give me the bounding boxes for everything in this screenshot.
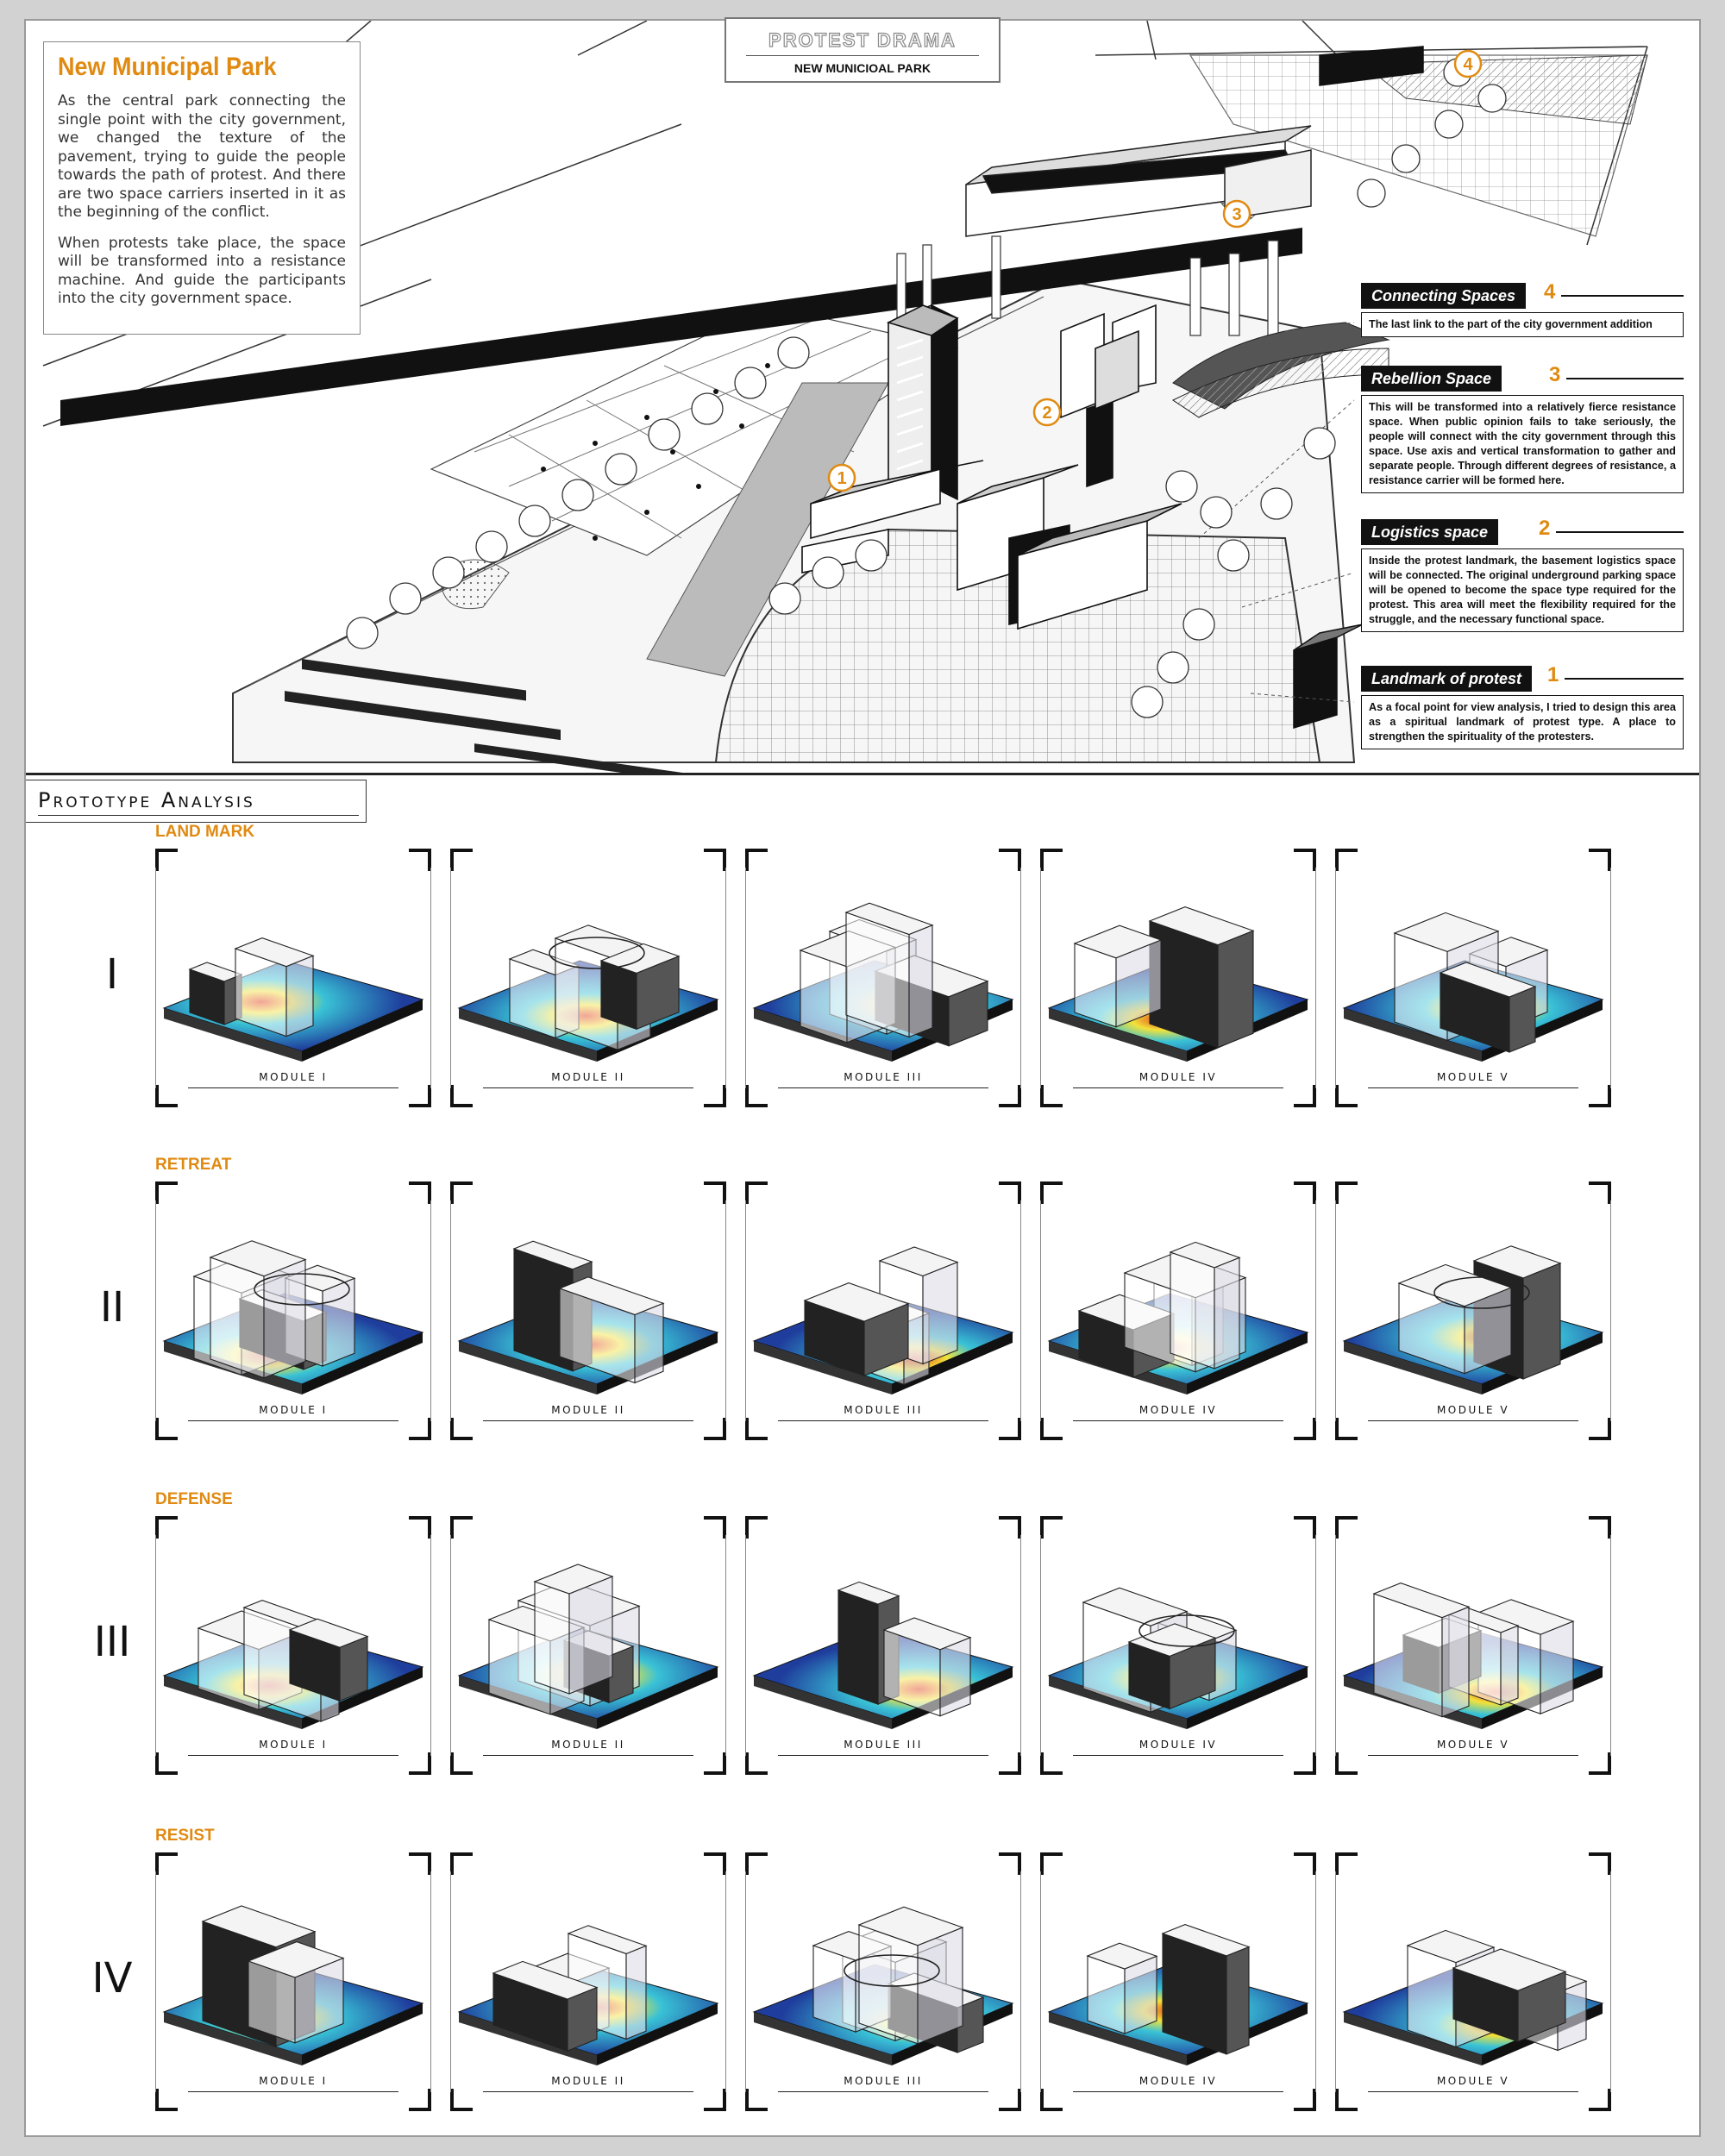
legend-logistics-space	[1361, 519, 1684, 632]
intro-title: New Municipal Park	[58, 53, 277, 81]
module-label-rule	[188, 1087, 398, 1088]
marker-4-label: 4	[1463, 55, 1473, 74]
module-card	[1040, 1852, 1316, 2111]
marker-4	[1455, 51, 1481, 77]
module-card	[745, 849, 1021, 1107]
module-label-rule	[1368, 1087, 1578, 1088]
module-heatmap-axonometric	[1335, 1852, 1611, 2111]
marker-1	[829, 465, 855, 491]
legend-number: 3	[1549, 363, 1561, 386]
module-label: MODULE V	[1436, 1071, 1510, 1083]
module-card	[450, 1181, 726, 1440]
legend-rule	[1556, 531, 1684, 533]
module-card	[155, 1516, 431, 1775]
legend-description: As a focal point for view analysis, I tried to design this area as a spiritual landmark of protest type. A place to strengthen the spirituality of the protesters.	[1361, 695, 1684, 749]
module-label: MODULE III	[844, 1739, 923, 1751]
legend-rule	[1561, 295, 1684, 297]
module-card	[745, 1181, 1021, 1440]
legend-rule	[1565, 678, 1684, 680]
intro-paragraph-1: As the central park connecting the single point with the city government, we changed the texture of the pavement, trying to guide the people towards the path of protest. And there are two space carriers inserted in it as the beginning of the conflict.	[58, 92, 346, 221]
module-label: MODULE II	[551, 2075, 625, 2087]
module-label-rule	[778, 1420, 988, 1421]
module-heatmap-axonometric	[155, 849, 431, 1107]
module-heatmap-axonometric	[1040, 1181, 1316, 1440]
marker-2-label: 2	[1042, 404, 1052, 423]
prototype-analysis-heading	[26, 780, 367, 823]
module-label: MODULE V	[1436, 2075, 1510, 2087]
module-card	[450, 1852, 726, 2111]
module-label-rule	[1073, 1755, 1283, 1756]
module-label: MODULE I	[259, 1739, 328, 1751]
module-label-rule	[1368, 1755, 1578, 1756]
marker-3	[1224, 201, 1250, 227]
module-label: MODULE IV	[1138, 1739, 1218, 1751]
legend-label: Landmark of protest	[1361, 666, 1532, 692]
legend-label: Rebellion Space	[1361, 366, 1502, 392]
module-label-rule	[483, 2091, 693, 2092]
module-label: MODULE I	[259, 2075, 328, 2087]
module-heatmap-axonometric	[450, 1852, 726, 2111]
row-name: LAND MARK	[155, 823, 255, 841]
module-label: MODULE IV	[1138, 1071, 1218, 1083]
row-numeral: I	[105, 950, 119, 999]
marker-2	[1034, 399, 1060, 425]
module-label: MODULE V	[1436, 1404, 1510, 1416]
poster-subtitle: NEW MUNICIOAL PARK	[794, 61, 932, 75]
module-label-rule	[1073, 1087, 1283, 1088]
module-heatmap-axonometric	[155, 1516, 431, 1775]
module-heatmap-axonometric	[745, 1852, 1021, 2111]
row-numeral: IV	[91, 1954, 133, 2002]
module-label: MODULE III	[844, 1404, 923, 1416]
module-card	[745, 1852, 1021, 2111]
row-numeral: II	[99, 1283, 125, 1332]
module-heatmap-axonometric	[745, 1516, 1021, 1775]
legend-rule	[1566, 378, 1684, 379]
module-label-rule	[483, 1420, 693, 1421]
legend-connecting-spaces	[1361, 280, 1684, 337]
intro-paragraph-2: When protests take place, the space will be transformed into a resistance machine. And guide the participants into the city government space.	[58, 234, 346, 307]
module-card	[450, 1516, 726, 1775]
module-label-rule	[483, 1087, 693, 1088]
module-card	[1335, 1181, 1611, 1440]
module-card	[1040, 1181, 1316, 1440]
module-label: MODULE II	[551, 1404, 625, 1416]
module-heatmap-axonometric	[1335, 1516, 1611, 1775]
legend-number: 1	[1547, 663, 1559, 686]
legend-rebellion-space	[1361, 363, 1684, 493]
module-heatmap-axonometric	[450, 1516, 726, 1775]
row-name: DEFENSE	[155, 1490, 233, 1508]
module-card	[155, 1852, 431, 2111]
module-heatmap-axonometric	[1335, 1181, 1611, 1440]
module-card	[450, 849, 726, 1107]
module-card	[1335, 849, 1611, 1107]
module-label: MODULE III	[844, 1071, 923, 1083]
legend-number: 2	[1539, 517, 1551, 540]
module-label-rule	[1073, 1420, 1283, 1421]
poster-sheet	[24, 19, 1701, 2137]
module-card	[745, 1516, 1021, 1775]
legend-number: 4	[1544, 280, 1556, 304]
module-label: MODULE I	[259, 1071, 328, 1083]
module-label: MODULE III	[844, 2075, 923, 2087]
module-heatmap-axonometric	[450, 849, 726, 1107]
site-axonometric-panel	[26, 21, 1699, 775]
module-label: MODULE IV	[1138, 2075, 1218, 2087]
module-label-rule	[188, 1755, 398, 1756]
marker-3-label: 3	[1232, 205, 1242, 224]
module-heatmap-axonometric	[1040, 1516, 1316, 1775]
module-card	[1040, 849, 1316, 1107]
marker-1-label: 1	[837, 469, 847, 488]
module-label: MODULE I	[259, 1404, 328, 1416]
module-heatmap-axonometric	[155, 1181, 431, 1440]
module-label-rule	[778, 1087, 988, 1088]
module-label: MODULE IV	[1138, 1404, 1218, 1416]
legend-description: The last link to the part of the city government addition	[1361, 312, 1684, 337]
module-heatmap-axonometric	[745, 1181, 1021, 1440]
module-label-rule	[1368, 1420, 1578, 1421]
module-card	[1335, 1516, 1611, 1775]
module-heatmap-axonometric	[1040, 1852, 1316, 2111]
module-heatmap-axonometric	[450, 1181, 726, 1440]
module-label-rule	[778, 2091, 988, 2092]
module-label: MODULE II	[551, 1071, 625, 1083]
module-heatmap-axonometric	[155, 1852, 431, 2111]
legend-landmark-of-protest	[1361, 663, 1684, 749]
module-label-rule	[778, 1755, 988, 1756]
module-heatmap-axonometric	[1040, 849, 1316, 1107]
row-name: RESIST	[155, 1827, 215, 1845]
module-card	[155, 1181, 431, 1440]
module-label-rule	[483, 1755, 693, 1756]
legend-label: Logistics space	[1361, 519, 1498, 545]
module-heatmap-axonometric	[1335, 849, 1611, 1107]
legend-label: Connecting Spaces	[1361, 283, 1526, 309]
module-heatmap-axonometric	[745, 849, 1021, 1107]
module-card	[1040, 1516, 1316, 1775]
module-label: MODULE V	[1436, 1739, 1510, 1751]
poster-title: PROTEST DRAMA	[768, 29, 957, 51]
module-card	[1335, 1852, 1611, 2111]
row-numeral: III	[93, 1618, 131, 1666]
row-name: RETREAT	[155, 1156, 232, 1174]
module-label-rule	[1073, 2091, 1283, 2092]
module-label-rule	[1368, 2091, 1578, 2092]
module-label-rule	[188, 1420, 398, 1421]
module-card	[155, 849, 431, 1107]
section-title-underline	[38, 815, 359, 816]
legend-description: This will be transformed into a relatively fierce resistance space. When public opinion fails to take seriously, the people will connect with the city government through this space. Use axis and vertical transformation to gather and separate people. Through different degrees of resistance, a resistance carrier will be formed here.	[1361, 395, 1684, 493]
module-label-rule	[188, 2091, 398, 2092]
module-label: MODULE II	[551, 1739, 625, 1751]
legend-description: Inside the protest landmark, the basement logistics space will be connected. The original underground parking space will be opened to become the space type required for the protest. This area will meet the flexibility required for the struggle, and the necessary functional space.	[1361, 548, 1684, 632]
section-title: Prototype Analysis	[38, 788, 255, 812]
